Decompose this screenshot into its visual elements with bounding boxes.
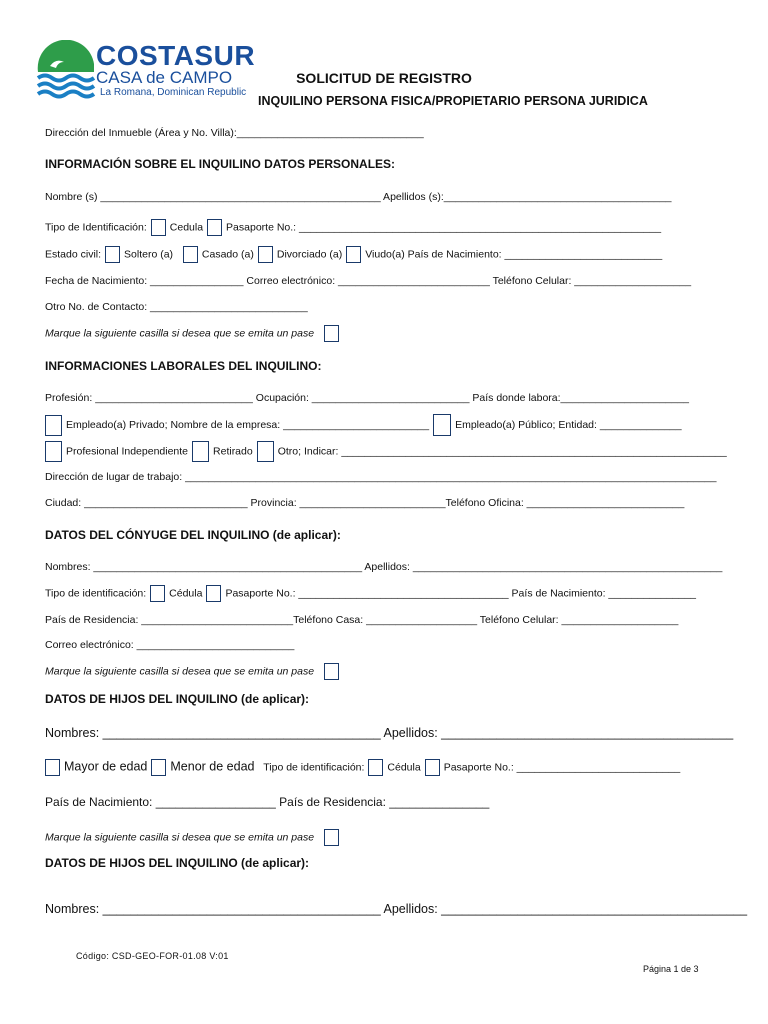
estado-civil-line [45,246,662,263]
hijos-cedula-checkbox[interactable] [368,759,383,776]
cedula-label: Cedula [169,221,204,234]
section-hijos-2: DATOS DE HIJOS DEL INQUILINO (de aplicar): [45,856,310,870]
section-laboral: INFORMACIONES LABORALES DEL INQUILINO: [45,359,322,373]
pase-checkbox-3[interactable] [324,829,339,846]
conyuge-cedula-checkbox[interactable] [150,585,165,602]
mayor-edad-label: Mayor de edad [64,759,148,774]
mayor-edad-checkbox[interactable] [45,759,60,776]
section-hijos-1: DATOS DE HIJOS DEL INQUILINO (de aplicar): [45,692,310,706]
conyuge-tipo-label: Tipo de identificación: [45,587,147,600]
empleado-privado-checkbox[interactable] [45,415,62,436]
nombre-line: Nombre (s) ________________________________________________ Apellidos (s):_______________________________________ [45,191,672,203]
hijos-pasaporte-label: Pasaporte No.: ____________________________ [443,761,681,774]
viudo-checkbox[interactable] [346,246,361,263]
divorciado-label: Divorciado (a) [276,248,343,261]
conyuge-cedula-label: Cédula [169,587,203,600]
logo-wave-3 [38,92,94,97]
dir-trabajo-line: Dirección de lugar de trabajo: ___________________________________________________________________________________________ [45,471,717,483]
conyuge-pais-line: País de Residencia: __________________________Teléfono Casa: ___________________ Teléfono Celular: ____________________ [45,614,679,626]
pasaporte-label: Pasaporte No.: ______________________________________________________________ [226,221,662,234]
pase-line-3 [45,829,343,846]
pase-checkbox-1[interactable] [324,325,339,342]
estado-civil-label: Estado civil: [45,248,102,261]
tipo-id-line [45,219,661,236]
casado-label: Casado (a) [201,248,254,261]
profesional-line [41,441,727,462]
fecha-line: Fecha de Nacimiento: ________________ Correo electrónico: __________________________ Teléfono Celular: ____________________ [45,275,692,287]
soltero-checkbox[interactable] [105,246,120,263]
pase-label-3: Marque la siguiente casilla si desea que se emita un pase [45,831,315,844]
pasaporte-checkbox[interactable] [207,219,222,236]
hijos-tipo-label: Tipo de identificación: [263,761,365,774]
logo-name: COSTASUR [96,40,256,71]
direccion-line: Dirección del Inmueble (Área y No. Villa):________________________________ [45,127,424,139]
pase-label-2: Marque la siguiente casilla si desea que se emita un pase [45,665,315,678]
profesional-checkbox[interactable] [45,441,62,462]
hijos-pasaporte-checkbox[interactable] [425,759,440,776]
otro-checkbox[interactable] [257,441,274,462]
retirado-checkbox[interactable] [192,441,209,462]
hijos-pais-line: País de Nacimiento: __________________ País de Residencia: _______________ [45,795,490,809]
hijos-nombres-line-1: Nombres: ________________________________________ Apellidos: __________________________________________ [45,726,734,740]
logo-green-arc [38,40,94,72]
retirado-label: Retirado [213,445,253,458]
profesion-line: Profesión: ___________________________ Ocupación: ___________________________ País donde labora:______________________ [45,392,690,404]
pase-line-2 [45,663,343,680]
soltero-label: Soltero (a) [124,248,174,261]
form-title: SOLICITUD DE REGISTRO [296,70,472,86]
tipo-id-label: Tipo de Identificación: [45,221,147,234]
page-number: Página 1 de 3 [643,964,699,974]
pase-line-1 [45,325,343,342]
pase-checkbox-2[interactable] [324,663,339,680]
section-conyuge: DATOS DEL CÓNYUGE DEL INQUILINO (de aplicar): [45,528,341,542]
logo-sub: CASA de CAMPO [96,68,233,87]
casado-checkbox[interactable] [183,246,198,263]
conyuge-correo-line: Correo electrónico: ___________________________ [45,639,295,651]
pase-label-1: Marque la siguiente casilla si desea que se emita un pase [45,327,315,340]
conyuge-pasaporte-label: Pasaporte No.: ____________________________________ País de Nacimiento: _______________ [225,587,697,600]
empleado-publico-checkbox[interactable] [433,414,451,436]
divorciado-checkbox[interactable] [258,246,273,263]
empleado-publico-label: Empleado(a) Público; Entidad: ______________ [455,418,682,431]
conyuge-pasaporte-checkbox[interactable] [206,585,221,602]
form-code: Código: CSD-GEO-FOR-01.08 V:01 [76,951,229,961]
empleado-line [41,414,682,436]
cedula-checkbox[interactable] [151,219,166,236]
form-subtitle: INQUILINO PERSONA FISICA/PROPIETARIO PERSONA JURIDICA [258,94,648,108]
conyuge-tipo-line [45,585,696,602]
ciudad-line: Ciudad: ____________________________ Provincia: _________________________Teléfono Oficina: ___________________________ [45,497,685,509]
hijos-tipo-line [45,759,680,776]
viudo-label: Viudo(a) País de Nacimiento: ___________________________ [365,248,663,261]
conyuge-nombres-line: Nombres: ______________________________________________ Apellidos: _____________________________________________________ [45,561,723,573]
otro-label: Otro; Indicar: __________________________________________________________________ [277,445,727,458]
profesional-label: Profesional Independiente [66,445,189,458]
otro-contacto-line: Otro No. de Contacto: ___________________________ [45,301,308,313]
empleado-privado-label: Empleado(a) Privado; Nombre de la empresa: _________________________ [66,418,430,431]
hijos-nombres-line-2: Nombres: ________________________________________ Apellidos: ____________________________________________ [45,902,748,916]
menor-edad-label: Menor de edad [170,759,255,774]
section-personal: INFORMACIÓN SOBRE EL INQUILINO DATOS PERSONALES: [45,157,396,171]
menor-edad-checkbox[interactable] [151,759,166,776]
hijos-cedula-label: Cédula [387,761,421,774]
logo-location: La Romana, Dominican Republic [100,87,247,98]
